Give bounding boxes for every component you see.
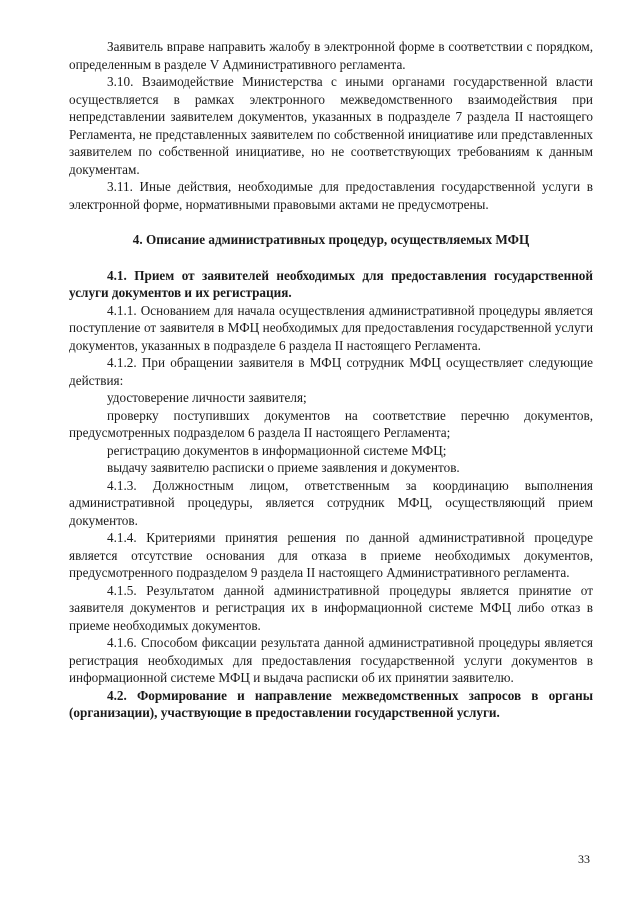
list-item-identity: удостоверение личности заявителя; bbox=[107, 390, 307, 405]
paragraph-4-1-1: 4.1.1. Основанием для начала осуществления административной процедуры является поступление от заявителя в МФЦ необходимых для предоставления государственной услуги документов, указанных в подразделе 6 раздела II настоящего Регламента. bbox=[69, 302, 593, 353]
paragraph-4-1-2: 4.1.2. При обращении заявителя в МФЦ сотрудник МФЦ осуществляет следующие действия: bbox=[69, 355, 593, 388]
paragraph-4-1-5: 4.1.5. Результатом данной административной процедуры является принятие от заявителя документов и регистрация их в информационной системе МФЦ либо отказ в приеме необходимых документов. bbox=[69, 582, 593, 633]
section-heading-4: 4. Описание административных процедур, осуществляемых МФЦ bbox=[132, 232, 530, 247]
paragraph-4-1-6: 4.1.6. Способом фиксации результата данной административной процедуры является регистрация необходимых для предоставления государственной услуги документов в информационной системе МФЦ и выдача расписки об их принятии заявителю. bbox=[69, 635, 593, 685]
paragraph-complaint-electronic: Заявитель вправе направить жалобу в электронной форме в соответствии с порядком, определенным в разделе V Административного регламента. bbox=[69, 39, 593, 72]
paragraph-3-10: 3.10. Взаимодействие Министерства с иными органами государственной власти осуществляется в рамках электронного межведомственного взаимодействия при непредставлении заявителем документов, указанных в подразделе 7 раздела II настоящего Регламента, не представленных заявителем по собственной инициативе или представленных заявителем по собственной инициативе, но не соответствующих требованиям к данным документам. bbox=[69, 74, 593, 177]
list-item-registration: регистрацию документов в информационной системе МФЦ; bbox=[107, 442, 447, 458]
subsection-heading-4-1: 4.1. Прием от заявителей необходимых для предоставления государственной услуги документов и их регистрация. bbox=[69, 267, 593, 300]
list-item-receipt: выдачу заявителю расписки о приеме заявления и документов. bbox=[107, 460, 460, 475]
subsection-heading-4-2: 4.2. Формирование и направление межведомственных запросов в органы (организации), участвующие в предоставлении государственной услуги. bbox=[69, 687, 593, 720]
list-item-document-check: проверку поступивших документов на соответствие перечню документов, предусмотренных подразделом 6 раздела II настоящего Регламента; bbox=[69, 407, 593, 440]
paragraph-3-11: 3.11. Иные действия, необходимые для предоставления государственной услуги в электронной форме, нормативными правовыми актами не предусмотрены. bbox=[69, 179, 593, 212]
paragraph-4-1-4: 4.1.4. Критериями принятия решения по данной административной процедуре является отсутствие основания для отказа в приеме необходимых документов, предусмотренного подразделом 9 раздела II настоящего Административного регламента. bbox=[69, 530, 593, 580]
page-body bbox=[69, 38, 593, 722]
page-number: 33 bbox=[578, 852, 590, 866]
paragraph-4-1-3: 4.1.3. Должностным лицом, ответственным за координацию выполнения административной процедуры, является сотрудник МФЦ, осуществляющий прием документов. bbox=[69, 477, 593, 528]
